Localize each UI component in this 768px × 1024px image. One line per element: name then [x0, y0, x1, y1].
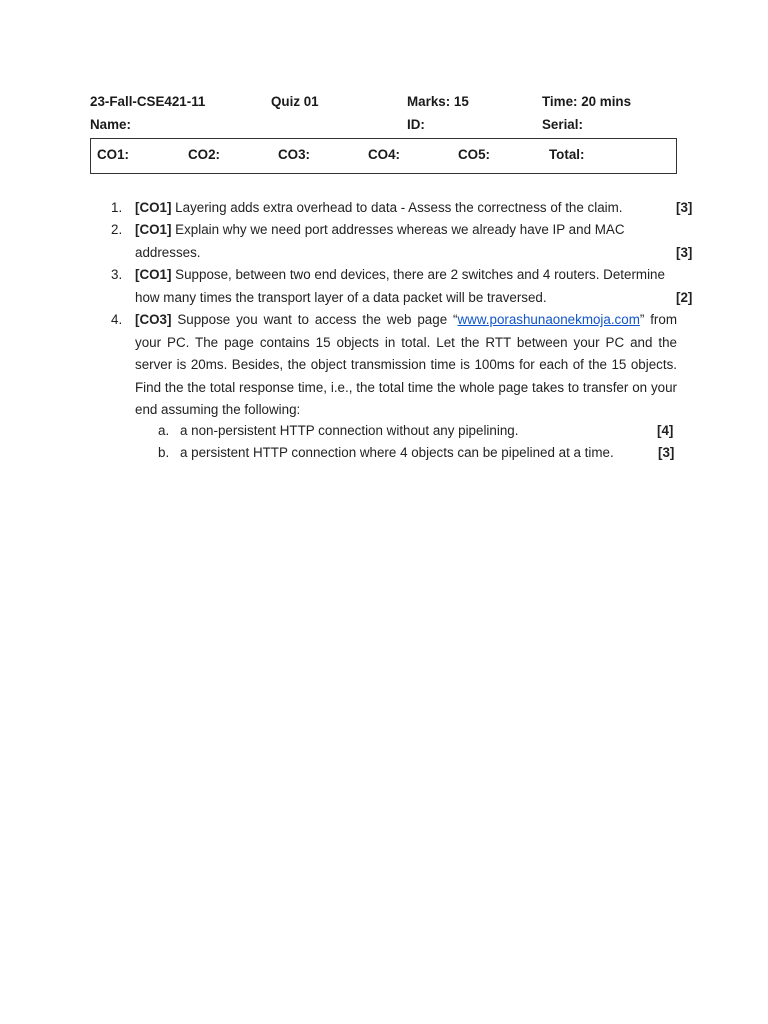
co2-label: CO2:	[188, 147, 220, 162]
question-body: Suppose, between two end devices, there are 2 switches and 4 routers. Determine	[171, 267, 665, 282]
webpage-link[interactable]: www.porashunaonekmoja.com	[457, 312, 640, 327]
question-marks: [2]	[676, 289, 693, 305]
question-marks: [3]	[676, 244, 693, 260]
question-body-cont: how many times the transport layer of a data packet will be traversed.	[135, 289, 547, 305]
question-text	[135, 264, 665, 287]
subpart-label: b.	[158, 445, 170, 460]
course-code: 23-Fall-CSE421-11	[90, 94, 206, 109]
question-number: 3.	[111, 267, 123, 282]
question-text	[135, 197, 623, 220]
question-body: Explain why we need port addresses whereas we already have IP and MAC	[171, 222, 625, 237]
co-tag: [CO1]	[135, 222, 172, 237]
question-marks: [3]	[676, 200, 693, 215]
co3-label: CO3:	[278, 147, 310, 162]
co-score-box	[90, 138, 677, 174]
subpart-marks: [4]	[657, 423, 674, 438]
total-label: Total:	[549, 147, 585, 162]
subpart-text: a non-persistent HTTP connection without any pipelining.	[180, 423, 519, 438]
question-body-cont: addresses.	[135, 244, 201, 260]
co4-label: CO4:	[368, 147, 400, 162]
co-tag: [CO3]	[135, 312, 172, 327]
subpart-label: a.	[158, 423, 170, 438]
quiz-title: Quiz 01	[271, 94, 319, 109]
subpart-marks: [3]	[658, 445, 675, 460]
question-body-cont: ” from your PC. The page contains 15 objects in total. Let the RTT between your PC and the server is 20ms. Besides, the object transmission time is 100ms for each of the 15 objects. Find the the total response time, i.e., the total time the whole page takes to transfer on your end assuming the following:	[135, 312, 677, 417]
question-body: Suppose you want to access the web page “	[171, 312, 458, 327]
question-number: 2.	[111, 222, 123, 237]
name-label: Name:	[90, 117, 131, 132]
question-body: Layering adds extra overhead to data - Assess the correctness of the claim.	[171, 200, 623, 215]
question-number: 1.	[111, 200, 123, 215]
time-limit: Time: 20 mins	[542, 94, 632, 109]
co1-label: CO1:	[97, 147, 129, 162]
co5-label: CO5:	[458, 147, 490, 162]
id-label: ID:	[407, 117, 425, 132]
subpart-text: a persistent HTTP connection where 4 objects can be pipelined at a time.	[180, 445, 614, 460]
question-text	[135, 309, 677, 422]
serial-label: Serial:	[542, 117, 583, 132]
total-marks: Marks: 15	[407, 94, 469, 109]
co-tag: [CO1]	[135, 200, 172, 215]
question-number: 4.	[111, 312, 123, 327]
question-text	[135, 219, 625, 242]
co-tag: [CO1]	[135, 267, 172, 282]
